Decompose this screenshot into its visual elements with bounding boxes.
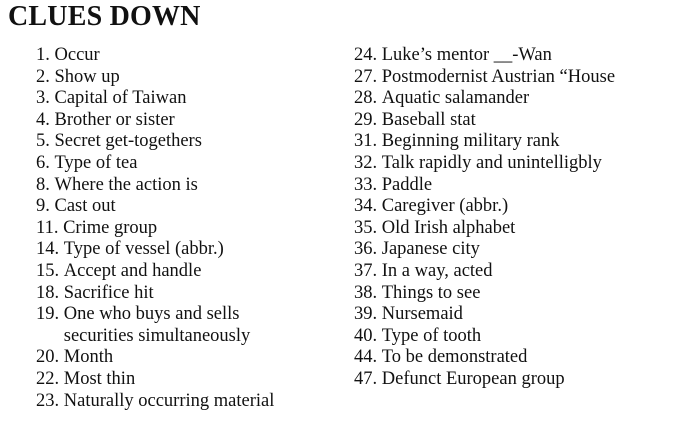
clue-text: One who buys and sells securities simultaneously bbox=[63, 304, 251, 346]
clue-item bbox=[36, 347, 336, 369]
clue-text: Type of tea bbox=[54, 152, 138, 173]
clue-item bbox=[354, 369, 674, 391]
clue-item bbox=[36, 175, 336, 197]
clue-text: Talk rapidly and unintelligbly bbox=[381, 152, 602, 173]
clue-text: Month bbox=[63, 347, 114, 368]
clue-item bbox=[36, 131, 336, 153]
clue-number: 8. bbox=[36, 174, 50, 195]
clue-number: 22. bbox=[36, 368, 60, 389]
clue-number: 31. bbox=[354, 131, 378, 152]
clue-number: 6. bbox=[36, 152, 50, 173]
clue-text: Show up bbox=[54, 66, 120, 87]
clues-column-left bbox=[36, 45, 336, 412]
clue-text: Brother or sister bbox=[54, 109, 175, 130]
clue-number: 37. bbox=[354, 260, 378, 281]
clue-text: Caregiver (abbr.) bbox=[381, 196, 509, 217]
clue-number: 15. bbox=[36, 260, 60, 281]
clue-text: Old Irish alphabet bbox=[381, 217, 516, 238]
clue-number: 28. bbox=[354, 88, 378, 109]
clue-item bbox=[354, 196, 674, 218]
clue-number: 44. bbox=[354, 347, 378, 368]
clue-number: 36. bbox=[354, 239, 378, 260]
clue-item bbox=[36, 391, 336, 413]
clue-number: 34. bbox=[354, 196, 378, 217]
clue-text: Japanese city bbox=[381, 239, 480, 260]
clue-item bbox=[36, 283, 336, 305]
clue-text: Secret get-togethers bbox=[54, 131, 202, 152]
clue-text: Capital of Taiwan bbox=[54, 88, 187, 109]
clue-item bbox=[36, 218, 336, 240]
clue-item bbox=[36, 239, 336, 261]
clue-item bbox=[36, 261, 336, 283]
clue-item bbox=[354, 304, 674, 326]
clue-text: Most thin bbox=[63, 368, 136, 389]
clue-text: Things to see bbox=[381, 282, 481, 303]
clue-text: Type of vessel (abbr.) bbox=[63, 239, 224, 260]
clue-item bbox=[354, 326, 674, 348]
page-title: CLUES DOWN bbox=[8, 1, 201, 32]
clue-item bbox=[36, 88, 336, 110]
clue-text: Nursemaid bbox=[381, 304, 463, 325]
clue-number: 33. bbox=[354, 174, 378, 195]
clue-item bbox=[36, 369, 336, 391]
clue-text: Type of tooth bbox=[381, 325, 482, 346]
clue-text: To be demonstrated bbox=[381, 347, 528, 368]
clue-text: In a way, acted bbox=[381, 260, 493, 281]
clue-number: 4. bbox=[36, 109, 50, 130]
clue-text: Beginning military rank bbox=[381, 131, 560, 152]
clue-number: 40. bbox=[354, 325, 378, 346]
clue-text: Where the action is bbox=[54, 174, 198, 195]
clue-number: 2. bbox=[36, 66, 50, 87]
clue-text: Occur bbox=[54, 45, 100, 65]
clue-item bbox=[354, 175, 674, 197]
clue-number: 14. bbox=[36, 239, 60, 260]
clue-text: Aquatic salamander bbox=[381, 88, 530, 109]
clue-text: Postmodernist Austrian “House bbox=[381, 66, 616, 87]
clue-item bbox=[354, 218, 674, 240]
clue-number: 19. bbox=[36, 304, 60, 325]
clue-number: 38. bbox=[354, 282, 378, 303]
clue-number: 24. bbox=[354, 45, 378, 65]
clue-item bbox=[354, 283, 674, 305]
clue-number: 11. bbox=[36, 217, 59, 238]
clue-item bbox=[36, 67, 336, 89]
clue-number: 18. bbox=[36, 282, 60, 303]
clue-number: 39. bbox=[354, 304, 378, 325]
clue-text: Naturally occurring material bbox=[63, 390, 275, 411]
clue-item bbox=[354, 131, 674, 153]
clue-text: Paddle bbox=[381, 174, 433, 195]
clue-number: 1. bbox=[36, 45, 50, 65]
clue-text: Defunct European group bbox=[381, 368, 565, 389]
clue-item bbox=[354, 261, 674, 283]
clue-text: Accept and handle bbox=[63, 260, 202, 281]
clue-number: 20. bbox=[36, 347, 60, 368]
clue-item bbox=[36, 196, 336, 218]
clue-number: 35. bbox=[354, 217, 378, 238]
clue-item bbox=[354, 67, 674, 89]
clue-text: Luke’s mentor __-Wan bbox=[381, 45, 552, 65]
clue-item bbox=[36, 153, 336, 175]
clue-item bbox=[354, 45, 674, 67]
clue-text: Cast out bbox=[54, 196, 116, 217]
clue-item bbox=[354, 153, 674, 175]
clue-item bbox=[36, 110, 336, 132]
clue-item bbox=[36, 45, 336, 67]
clue-item bbox=[354, 88, 674, 110]
clue-number: 32. bbox=[354, 152, 378, 173]
clue-text: Crime group bbox=[63, 217, 158, 238]
clue-number: 3. bbox=[36, 88, 50, 109]
clue-item bbox=[354, 347, 674, 369]
clue-number: 9. bbox=[36, 196, 50, 217]
clue-text: Sacrifice hit bbox=[63, 282, 154, 303]
clue-number: 47. bbox=[354, 368, 378, 389]
clues-column-right bbox=[354, 45, 674, 391]
clue-number: 5. bbox=[36, 131, 50, 152]
clue-text: Baseball stat bbox=[381, 109, 476, 130]
clue-number: 23. bbox=[36, 390, 60, 411]
clue-item bbox=[36, 304, 336, 347]
clue-item bbox=[354, 239, 674, 261]
clue-number: 29. bbox=[354, 109, 378, 130]
clue-item bbox=[354, 110, 674, 132]
clue-number: 27. bbox=[354, 66, 378, 87]
